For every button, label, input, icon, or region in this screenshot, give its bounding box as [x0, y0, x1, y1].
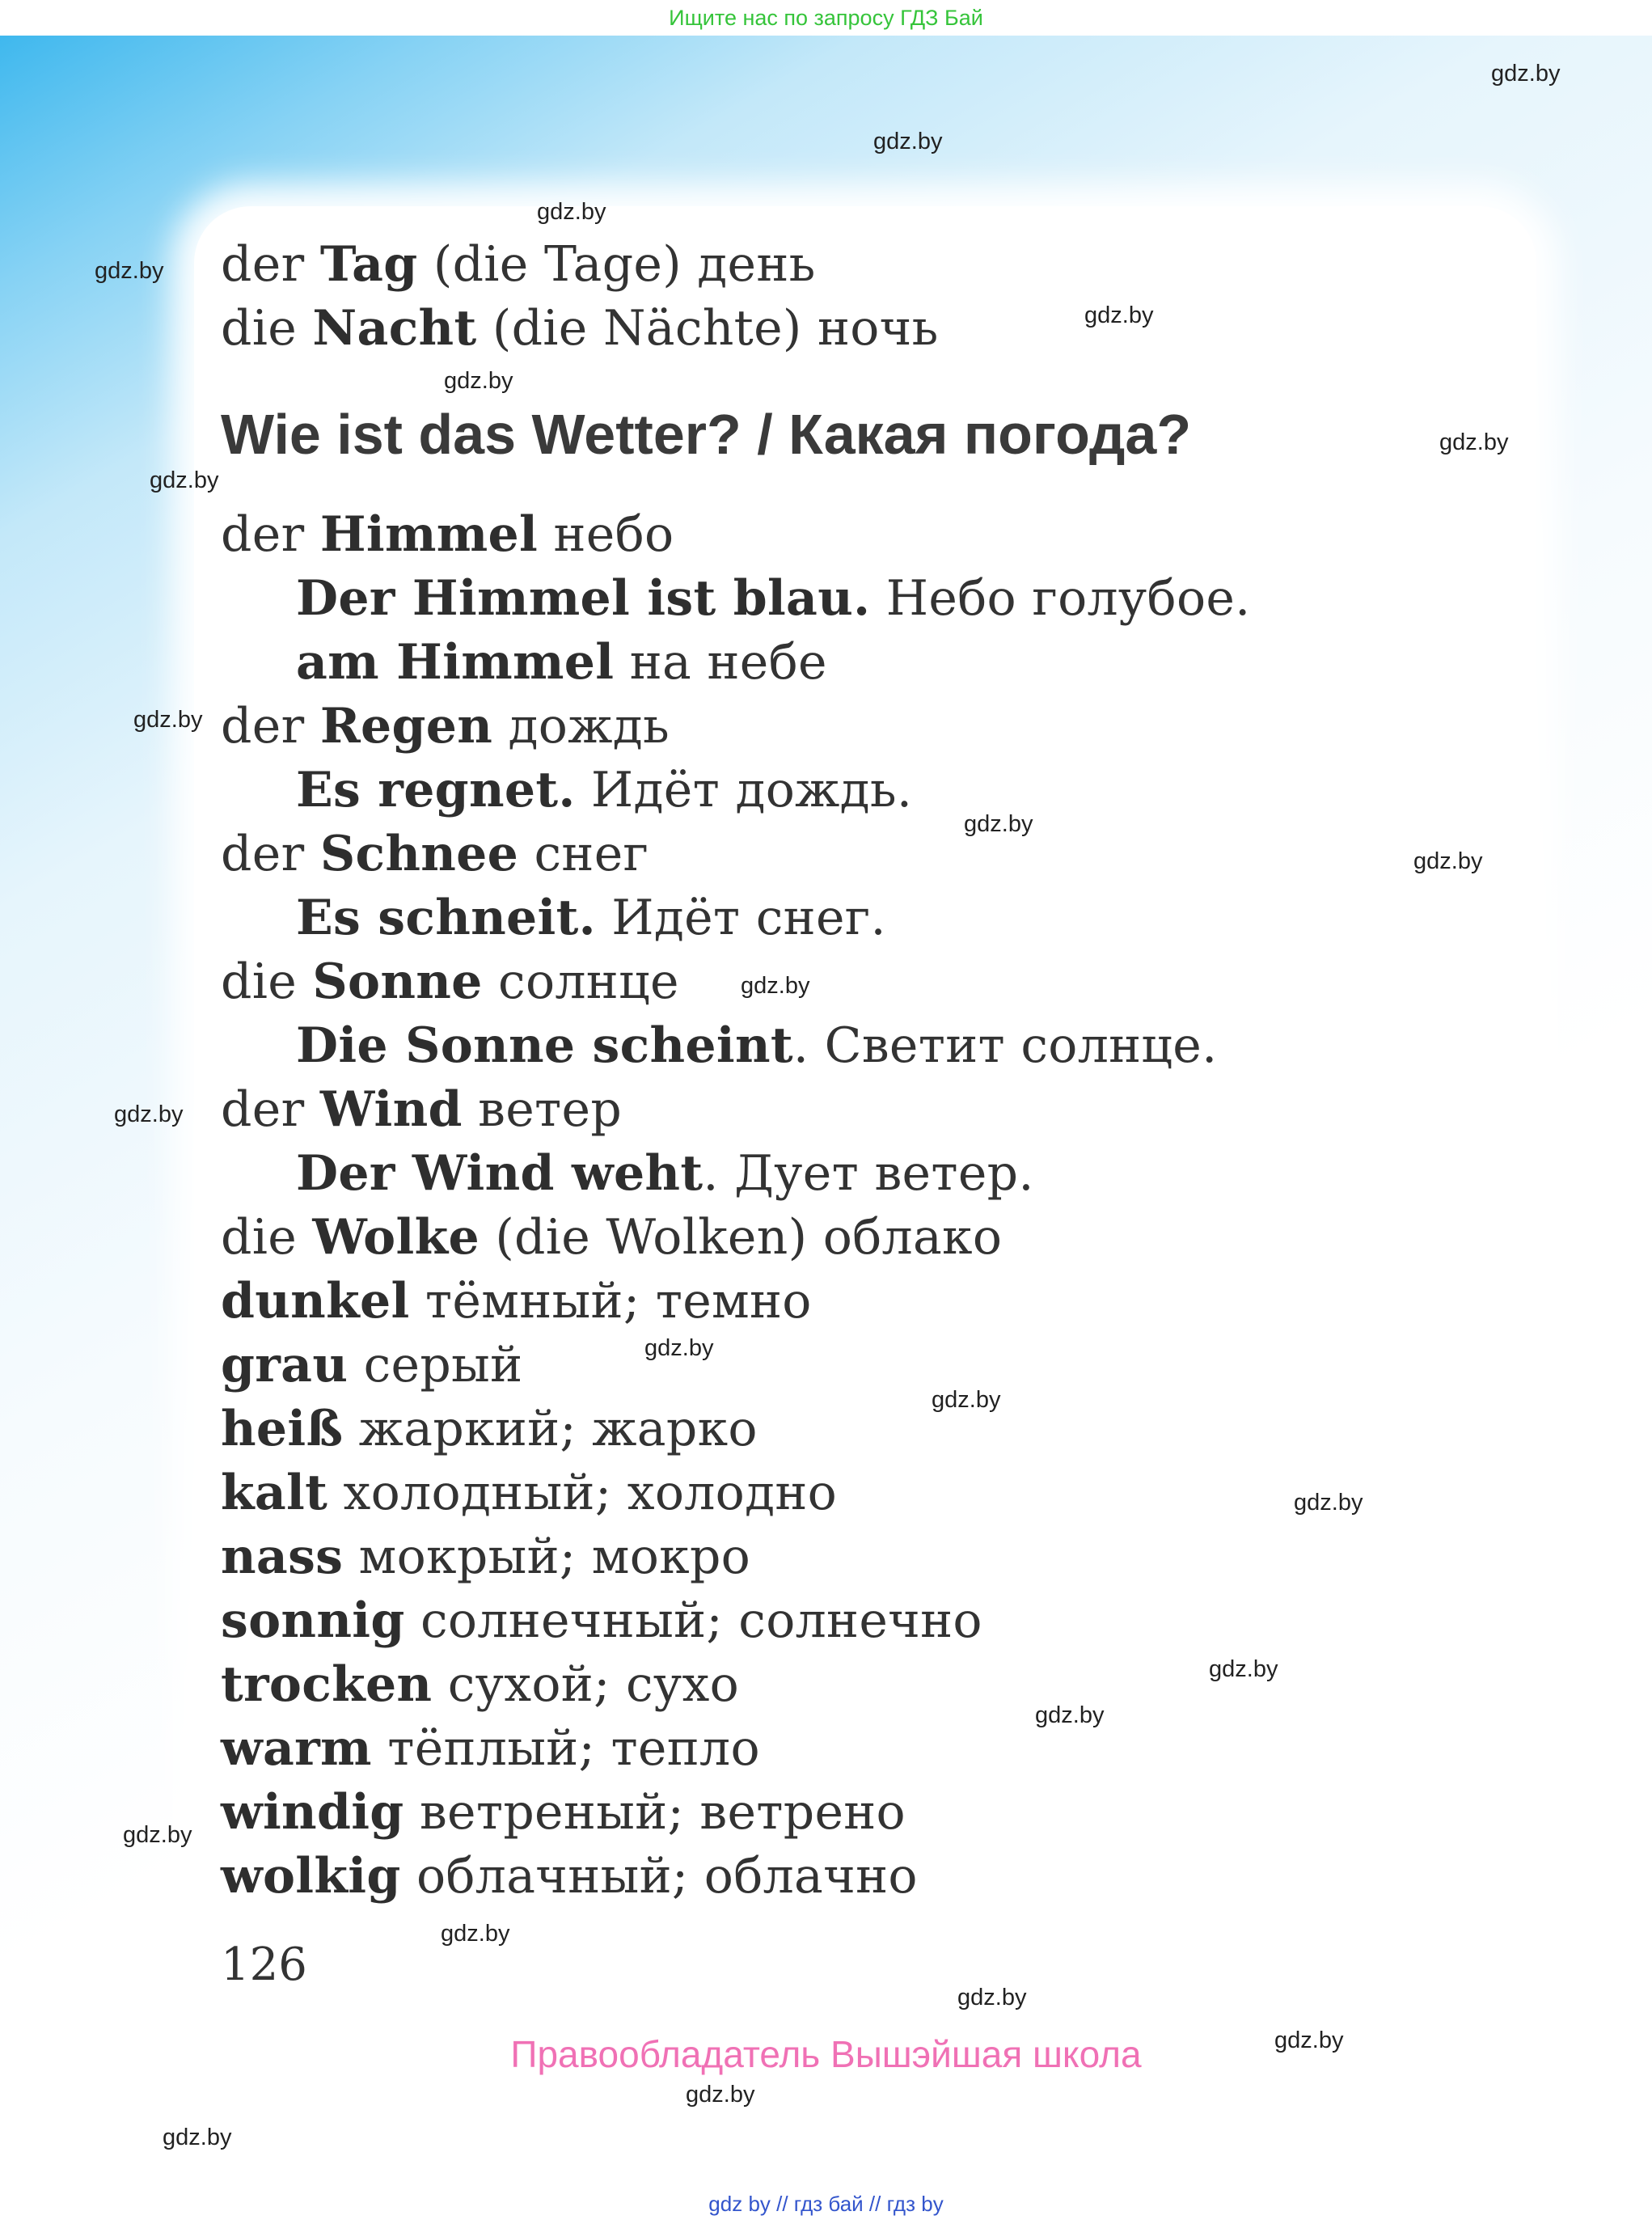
example-sentence: Der Wind weht. Дует ветер. [296, 1145, 1034, 1202]
watermark: gdz.by [444, 368, 513, 394]
vocab-line: windig ветреный; ветрено [221, 1784, 906, 1841]
watermark: gdz.by [1274, 2027, 1344, 2053]
vocab-term: dunkel [221, 1273, 410, 1330]
watermark: gdz.by [150, 467, 219, 493]
watermark: gdz.by [644, 1335, 714, 1361]
watermark: gdz.by [741, 973, 810, 999]
vocab-term: Schnee [319, 826, 519, 882]
vocab-term: Regen [319, 698, 493, 755]
watermark: gdz.by [95, 258, 164, 284]
vocab-term: windig [221, 1784, 404, 1841]
vocab-term: grau [221, 1337, 349, 1393]
vocab-term: Es regnet. [296, 762, 576, 818]
vocab-line: kalt холодный; холодно [221, 1465, 838, 1521]
rights-holder: Правообладатель Вышэйшая школа [510, 2033, 1142, 2075]
vocab-term: warm [221, 1720, 372, 1777]
watermark: gdz.by [686, 2082, 755, 2108]
example-sentence: Der Himmel ist blau. Небо голубое. [296, 570, 1251, 627]
example-sentence: Es regnet. Идёт дождь. [296, 762, 913, 818]
vocab-term: Wolke [312, 1209, 480, 1266]
vocab-term: Wind [319, 1081, 463, 1138]
vocab-line: der Regen дождь [221, 698, 670, 755]
watermark: gdz.by [964, 811, 1033, 837]
watermark: gdz.by [1294, 1490, 1363, 1516]
vocab-line: der Tag (die Tage) день [221, 236, 816, 293]
vocab-term: Die Sonne scheint [296, 1017, 793, 1074]
section-heading: Wie ist das Wetter? / Какая погода? [221, 403, 1192, 466]
watermark: gdz.by [133, 707, 203, 733]
vocab-term: Der Himmel ist blau. [296, 570, 871, 627]
vocab-line: der Schnee снег [221, 826, 649, 882]
vocab-term: Sonne [312, 953, 483, 1010]
watermark: gdz.by [1439, 429, 1509, 455]
vocab-line: die Sonne солнце [221, 953, 679, 1010]
vocab-term: Himmel [319, 506, 539, 563]
vocab-line: die Nacht (die Nächte) ночь [221, 300, 939, 357]
watermark: gdz.by [932, 1387, 1001, 1413]
watermark: gdz.by [1413, 848, 1483, 874]
watermark: gdz.by [123, 1822, 192, 1848]
vocab-term: wolkig [221, 1848, 401, 1905]
vocab-term: Es schneit. [296, 890, 596, 946]
example-sentence: Die Sonne scheint. Светит солнце. [296, 1017, 1218, 1074]
vocab-line: heiß жаркий; жарко [221, 1401, 758, 1457]
vocab-term: am Himmel [296, 634, 615, 691]
watermark: gdz.by [1035, 1702, 1105, 1728]
vocab-term: heiß [221, 1401, 344, 1457]
example-sentence: Es schneit. Идёт снег. [296, 890, 886, 946]
vocab-line: nass мокрый; мокро [221, 1528, 751, 1585]
vocab-term: sonnig [221, 1592, 405, 1649]
vocab-term: Tag [319, 236, 418, 293]
vocab-term: nass [221, 1528, 344, 1585]
vocab-line: wolkig облачный; облачно [221, 1848, 918, 1905]
watermark: gdz.by [441, 1921, 510, 1947]
vocab-line: warm тёплый; тепло [221, 1720, 760, 1777]
watermark: gdz.by [537, 199, 606, 225]
vocab-term: kalt [221, 1465, 328, 1521]
vocab-line: sonnig солнечный; солнечно [221, 1592, 982, 1649]
vocab-line: trocken сухой; сухо [221, 1656, 740, 1713]
footer-links[interactable]: gdz by // гдз бай // гдз by [0, 2184, 1652, 2224]
watermark: gdz.by [873, 129, 943, 154]
vocab-line: der Himmel небо [221, 506, 674, 563]
watermark: gdz.by [957, 1985, 1027, 2010]
vocab-line: grau серый [221, 1337, 523, 1393]
watermark: gdz.by [1209, 1656, 1278, 1682]
top-banner[interactable]: Ищите нас по запросу ГДЗ Бай [0, 0, 1652, 36]
vocab-term: Nacht [312, 300, 477, 357]
vocab-term: Der Wind weht [296, 1145, 703, 1202]
page-number: 126 [221, 1939, 307, 1991]
watermark: gdz.by [163, 2125, 232, 2150]
watermark: gdz.by [1491, 61, 1561, 87]
vocab-line: dunkel тёмный; темно [221, 1273, 812, 1330]
vocab-term: trocken [221, 1656, 433, 1713]
vocab-line: der Wind ветер [221, 1081, 623, 1138]
example-sentence: am Himmel на небе [296, 634, 827, 691]
watermark: gdz.by [1084, 302, 1154, 328]
watermark: gdz.by [114, 1101, 184, 1127]
vocab-line: die Wolke (die Wolken) облако [221, 1209, 1003, 1266]
